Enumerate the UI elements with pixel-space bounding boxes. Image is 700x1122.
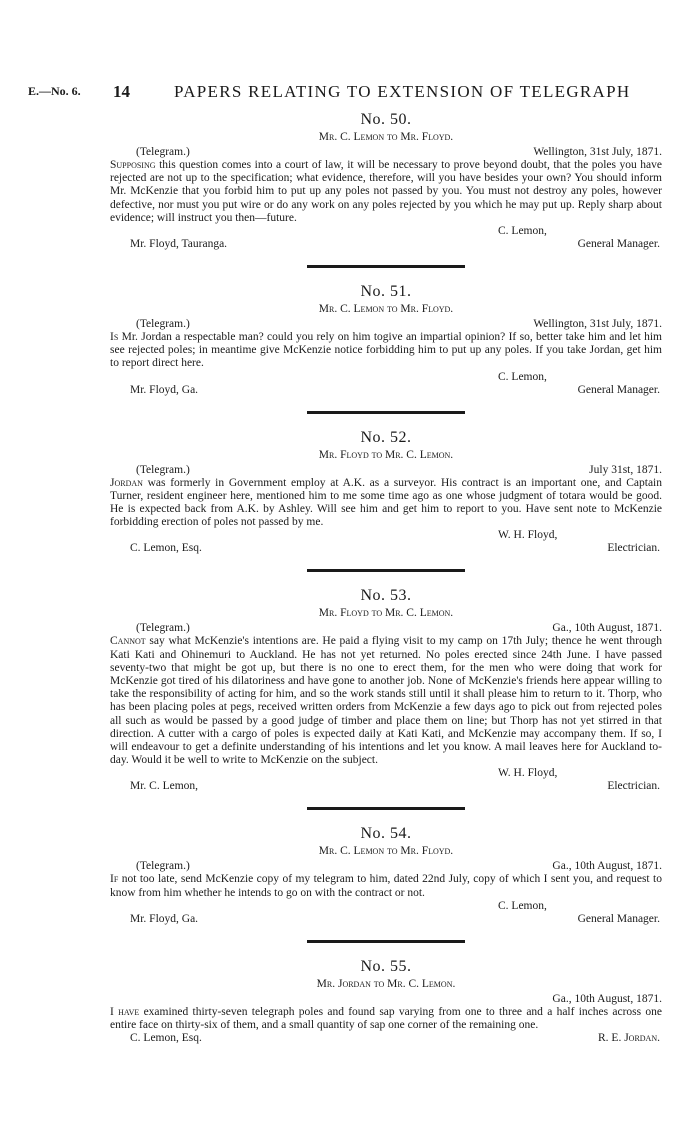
from-to-line: Mr. Floyd to Mr. C. Lemon. <box>318 607 454 620</box>
signer: W. H. Floyd, <box>498 767 558 780</box>
signer-title: Electrician. <box>607 780 660 793</box>
from-to-line: Mr. Floyd to Mr. C. Lemon. <box>318 448 454 461</box>
message-body <box>110 331 662 371</box>
message-number: No. 50. <box>360 111 412 128</box>
place-date: Ga., 10th August, 1871. <box>552 992 662 1005</box>
place-date: Wellington, 31st July, 1871. <box>533 318 662 331</box>
signer: W. H. Floyd, <box>498 529 558 542</box>
message-meta <box>110 145 662 159</box>
running-title: PAPERS RELATING TO EXTENSION OF TELEGRAPH <box>174 82 631 101</box>
message-number: No. 55. <box>360 957 412 975</box>
lead-word: I have <box>110 1005 140 1018</box>
divider-rule <box>307 411 465 414</box>
body-text: not too late, send McKenzie copy of my telegram to him, dated 22nd July, copy of which I sent you, and request to know from him whether he intends to go on with the contract or not. <box>110 873 662 899</box>
message-type: (Telegram.) <box>136 146 190 158</box>
place-date: Wellington, 31st July, 1871. <box>533 146 662 158</box>
place-date: Ga., 10th August, 1871. <box>552 622 662 635</box>
message-type: (Telegram.) <box>136 622 190 635</box>
signer-title: Electrician. <box>607 542 660 555</box>
message-meta <box>110 859 662 873</box>
body-text: Mr. Jordan a respectable man? could you rely on him togive an impartial opinion? If so, better take him and let him see rejected poles; in meantime give McKenzie notice forbidding him to put up any poles. If you take Jordan, get him to report direct here. <box>110 331 662 370</box>
signer: C. Lemon, <box>498 899 547 912</box>
message-meta <box>110 317 662 331</box>
message-body <box>110 159 662 225</box>
message-meta <box>110 463 662 477</box>
addressee: C. Lemon, Esq. <box>130 1032 202 1045</box>
addressee: C. Lemon, Esq. <box>130 542 202 555</box>
letter-no-55 <box>110 957 662 1045</box>
signature-line <box>110 384 662 397</box>
message-type: (Telegram.) <box>136 318 190 331</box>
page-header <box>0 82 700 106</box>
from-to-line: Mr. Jordan to Mr. C. Lemon. <box>316 977 456 990</box>
body-text: this question comes into a court of law, it will be necessary to prove beyond doubt, that the poles you have rejected are not up to the specification; what evidence, therefore, will you have besides your own? You should inform Mr. McKenzie that you forbid him to put up any poles not passed by you. You must not destroy any poles, however defective, nor must you put wire or do any work on any poles rejected by you which he may put up. Reply sharp about evidence; will instruct you then—future. <box>110 159 662 224</box>
signer: C. Lemon, <box>498 225 547 238</box>
telegram-no-51 <box>110 282 662 397</box>
place-date: Ga., 10th August, 1871. <box>552 860 662 873</box>
message-number: No. 52. <box>360 428 412 446</box>
message-body <box>110 873 662 899</box>
divider-rule <box>307 569 465 572</box>
message-meta <box>110 992 662 1006</box>
message-number: No. 53. <box>360 587 412 605</box>
signer-title: General Manager. <box>577 912 660 925</box>
signer-title: General Manager. <box>577 238 660 251</box>
lead-word: If <box>110 873 119 886</box>
message-type: (Telegram.) <box>136 463 190 476</box>
page-number: 14 <box>113 82 130 101</box>
from-to-line: Mr. C. Lemon to Mr. Floyd. <box>318 303 454 316</box>
lead-word: Jordan <box>110 476 143 489</box>
addressee: Mr. C. Lemon, <box>130 780 199 793</box>
message-body <box>110 1006 662 1032</box>
telegram-no-54 <box>110 824 662 925</box>
signature-line <box>110 1032 662 1045</box>
place-date: July 31st, 1871. <box>589 463 662 476</box>
body-text: say what McKenzie's intentions are. He paid a flying visit to my camp on 17th July; thence he went through Kati Kati and Ohinemuri to Auckland. He has not yet returned. No poles erected since 24th June. I have passed seventy-two that might be got up, but there is no one to erect them, for the men who were doing that work for McKenzie got tired of his dilatoriness and have gone to another job. None of McKenzie's friends here appear willing to take the responsibility of acting for him, and so the work stands still until it shall please him to return to it. Thorp, who has been placing poles at pegs, received written orders from McKenzie a few days ago to pick out from rejected poles all such as would be passed by a good judge of timber and place them on line; but Thorp has not yet stirred in that direction. A cutter with a cargo of poles is expected daily at Kati Kati, and McKenzie may accompany them. If so, I will endeavour to get a definite understanding of his intentions and let you know. A mail leaves here for Auckland to-day. Would it be well to write to McKenzie on the subject. <box>110 635 662 767</box>
signature-line <box>110 913 662 926</box>
telegram-no-50 <box>110 110 662 251</box>
signature-line <box>110 542 662 555</box>
message-body <box>110 477 662 530</box>
lead-word: Supposing <box>110 159 156 171</box>
signer-title: General Manager. <box>577 383 660 396</box>
document-body <box>110 110 662 1045</box>
body-text: was formerly in Government employ at A.K. as a surveyor. His contract is an important one, and Captain Turner, resident engineer here, mentioned him to me some time ago as one whose judgment of totara would be good. He is expected back from A.K. by Ashley. Will see him and get him to report to you. Have sent note to McKenzie forbidding erection of poles not passed by me. <box>110 476 662 529</box>
signer: C. Lemon, <box>498 370 547 383</box>
message-number: No. 54. <box>360 825 412 843</box>
divider-rule <box>307 265 465 268</box>
telegram-no-53 <box>110 586 662 793</box>
divider-rule <box>307 940 465 943</box>
body-text: examined thirty-seven telegraph poles and found sap varying from one to three and a half inches across one entire face on thirty-six of them, and a small quantity of sap one corner of the remaining one. <box>110 1005 662 1032</box>
from-to-line: Mr. C. Lemon to Mr. Floyd. <box>318 845 454 858</box>
document-reference: E.—No. 6. <box>28 84 81 98</box>
message-body <box>110 635 662 767</box>
message-meta <box>110 621 662 635</box>
addressee: Mr. Floyd, Ga. <box>130 912 199 925</box>
addressee: Mr. Floyd, Ga. <box>130 383 199 396</box>
from-to-line: Mr. C. Lemon to Mr. Floyd. <box>318 131 454 143</box>
lead-word: Is <box>110 331 119 344</box>
signature-line <box>110 780 662 793</box>
telegram-no-52 <box>110 428 662 556</box>
message-number: No. 51. <box>360 283 412 301</box>
signature-line <box>110 238 662 251</box>
addressee: Mr. Floyd, Tauranga. <box>130 238 228 251</box>
signer-title: R. E. Jordan. <box>598 1032 660 1045</box>
message-type: (Telegram.) <box>136 860 190 873</box>
divider-rule <box>307 807 465 810</box>
lead-word: Cannot <box>110 635 146 648</box>
